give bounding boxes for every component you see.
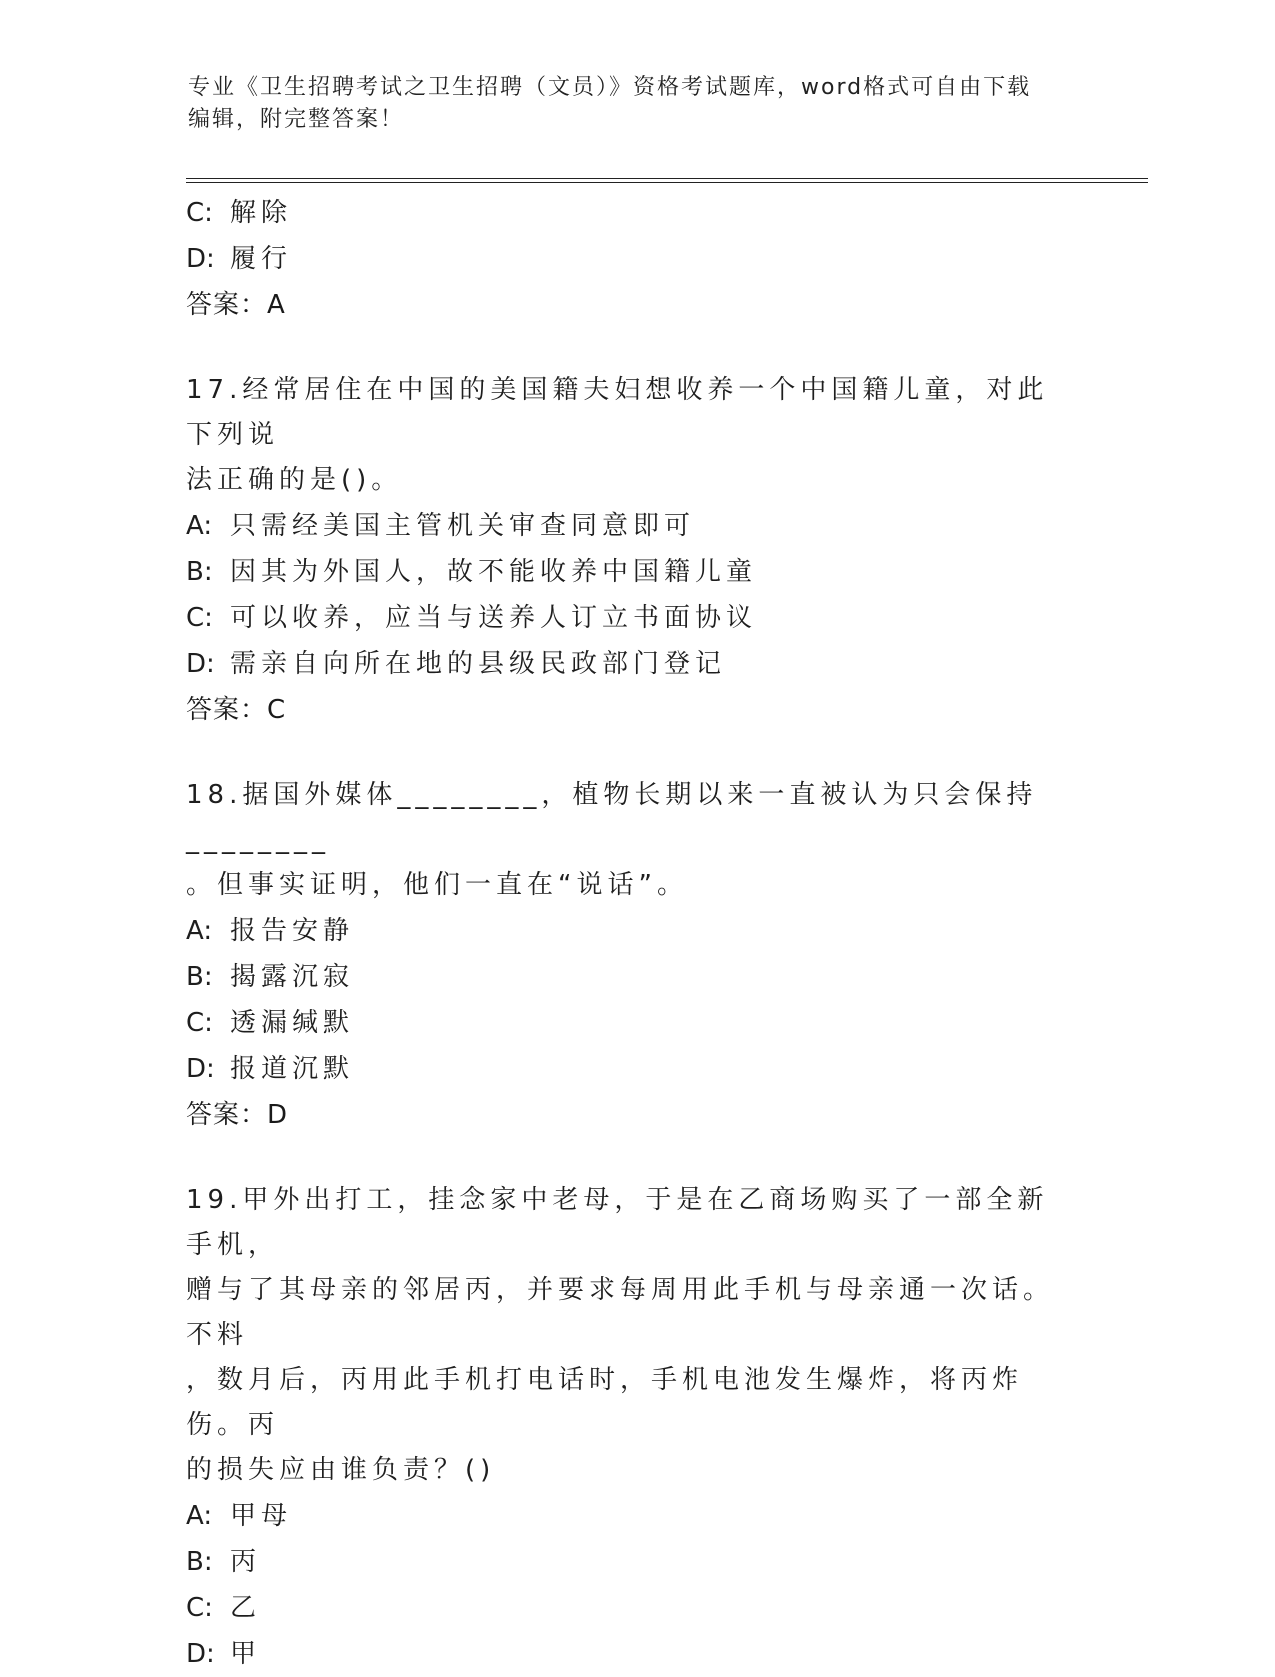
option-key: B:	[186, 1547, 213, 1577]
option-row	[186, 549, 1086, 595]
answer-label: 答案：	[186, 1100, 268, 1130]
option-key: A:	[186, 511, 213, 541]
document-header	[188, 72, 1068, 136]
question-text	[186, 773, 1076, 908]
option-key: C:	[186, 1008, 213, 1038]
option-key: A:	[186, 1501, 213, 1531]
option-key: D:	[186, 1639, 215, 1669]
option-row	[186, 954, 1086, 1000]
option-key: D:	[186, 1054, 215, 1084]
option-text: 乙	[230, 1593, 262, 1623]
option-row	[186, 1631, 1086, 1677]
question-19	[186, 1178, 1086, 1677]
option-text: 甲	[230, 1639, 262, 1669]
header-line-2: 编辑，附完整答案！	[188, 107, 405, 132]
option-key: A:	[186, 916, 213, 946]
option-row	[186, 641, 1086, 687]
option-key: C:	[186, 198, 213, 228]
option-row	[186, 1539, 1086, 1585]
option-text: 揭露沉寂	[230, 962, 355, 992]
option-text: 因其为外国人，故不能收养中国籍儿童	[230, 557, 758, 587]
option-row	[186, 503, 1086, 549]
question-text	[186, 368, 1076, 503]
question-18	[186, 773, 1086, 1138]
answer-line	[186, 687, 1086, 733]
option-row	[186, 1000, 1086, 1046]
header-double-rule	[186, 178, 1148, 183]
option-row	[186, 1585, 1086, 1631]
option-text: 报告安静	[230, 916, 355, 946]
question-text-line: 法正确的是()。	[186, 465, 403, 495]
option-key: B:	[186, 557, 213, 587]
option-row	[186, 236, 1086, 282]
answer-value: A	[267, 290, 285, 320]
question-text-line: 17.经常居住在中国的美国籍夫妇想收养一个中国籍儿童，对此下列说	[186, 375, 1049, 450]
question-text	[186, 1178, 1076, 1493]
prev-question-tail	[186, 190, 1086, 328]
answer-line	[186, 282, 1086, 328]
option-row	[186, 595, 1086, 641]
question-text-line: 18.据国外媒体________，植物长期以来一直被认为只会保持________	[186, 780, 1038, 855]
question-text-line: 。但事实证明，他们一直在“说话”。	[186, 870, 688, 900]
option-text: 需亲自向所在地的县级民政部门登记	[230, 649, 727, 679]
option-key: D:	[186, 244, 215, 274]
option-text: 可以收养，应当与送养人订立书面协议	[230, 603, 758, 633]
option-text: 只需经美国主管机关审查同意即可	[230, 511, 696, 541]
question-text-line: 19.甲外出打工，挂念家中老母，于是在乙商场购买了一部全新手机，	[186, 1185, 1049, 1260]
question-text-line: ，数月后，丙用此手机打电话时，手机电池发生爆炸，将丙炸伤。丙	[186, 1365, 1024, 1440]
option-text: 报道沉默	[230, 1054, 355, 1084]
option-key: C:	[186, 1593, 213, 1623]
answer-value: C	[267, 695, 286, 725]
option-text: 甲母	[230, 1501, 293, 1531]
option-text: 丙	[230, 1547, 262, 1577]
question-text-line: 赠与了其母亲的邻居丙，并要求每周用此手机与母亲通一次话。不料	[186, 1275, 1055, 1350]
header-line-1: 专业《卫生招聘考试之卫生招聘（文员）》资格考试题库，word格式可自由下载	[188, 75, 1032, 100]
option-row	[186, 190, 1086, 236]
answer-value: D	[267, 1100, 288, 1130]
option-text: 履行	[230, 244, 293, 274]
answer-label: 答案：	[186, 290, 268, 320]
option-row	[186, 1046, 1086, 1092]
answer-line	[186, 1092, 1086, 1138]
option-row	[186, 1493, 1086, 1539]
question-text-line: 的损失应由谁负责？()	[186, 1455, 496, 1485]
option-key: C:	[186, 603, 213, 633]
question-17	[186, 368, 1086, 733]
option-row	[186, 908, 1086, 954]
option-key: D:	[186, 649, 215, 679]
document-body	[186, 190, 1086, 1677]
option-text: 透漏缄默	[230, 1008, 355, 1038]
option-text: 解除	[230, 198, 293, 228]
answer-label: 答案：	[186, 695, 268, 725]
option-key: B:	[186, 962, 213, 992]
